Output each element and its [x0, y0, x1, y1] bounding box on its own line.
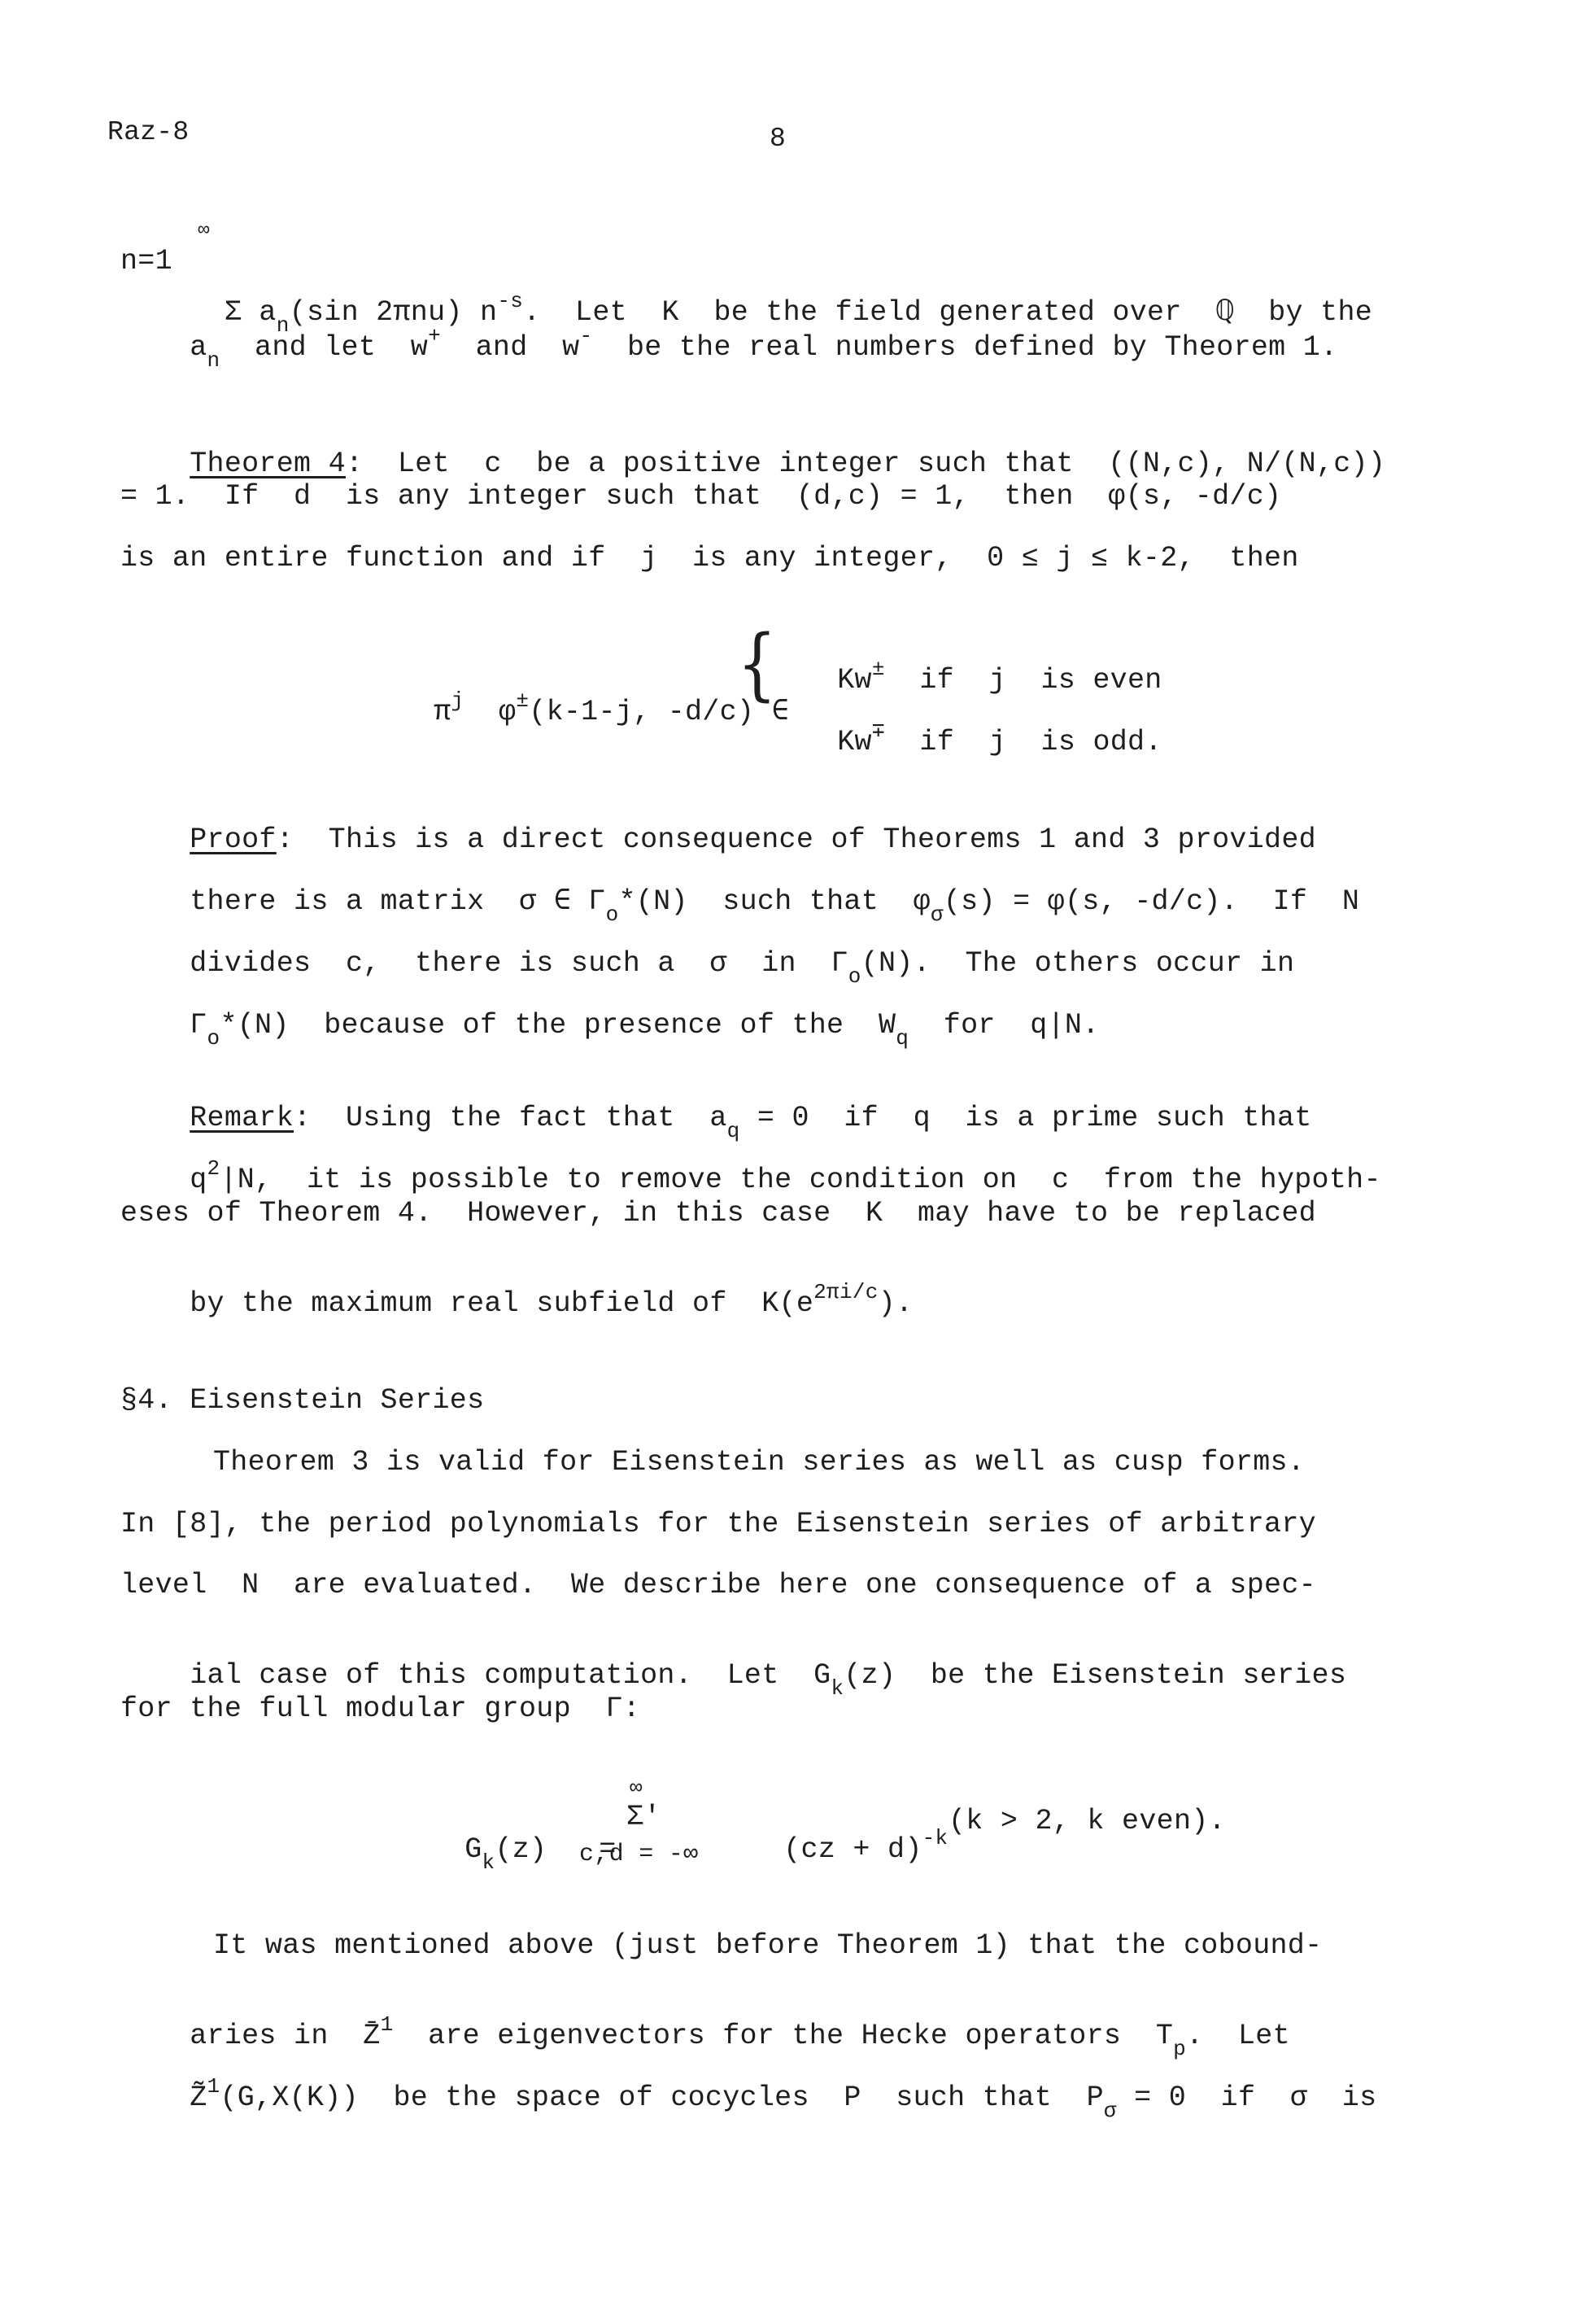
sigma-sub: σ	[1103, 2099, 1117, 2123]
text: (cz + d)	[783, 1833, 922, 1866]
text: there is a matrix σ ∈ Γ	[190, 885, 606, 918]
kw: Kw	[837, 726, 872, 758]
text: ).	[878, 1287, 914, 1320]
text: Γ	[190, 1009, 207, 1042]
a-subscript: n	[207, 348, 220, 373]
text: by the maximum real subfield of K(e	[190, 1287, 814, 1320]
text: = 0 if q is a prime such that	[739, 1102, 1312, 1134]
text: . Let	[1186, 2020, 1290, 2052]
proof-line-4	[120, 983, 1100, 1068]
one-sup: 1	[380, 2012, 394, 2037]
k-sub: k	[482, 1850, 495, 1875]
sum-symbol: Σ'	[626, 1801, 661, 1833]
running-head: Raz-8	[107, 117, 190, 147]
o-sub: o	[207, 1026, 220, 1051]
text: be the real numbers defined by Theorem 1.	[592, 331, 1338, 364]
proof-label: Proof	[190, 823, 277, 856]
text: and w	[441, 331, 580, 364]
sign-sup: ∓	[871, 719, 885, 743]
theorem-4-formula	[364, 670, 789, 755]
text: : Using the fact that a	[294, 1102, 727, 1134]
text: = 0 if σ is	[1116, 2082, 1377, 2114]
page-number: 8	[770, 124, 787, 154]
exponent-sup: -k	[922, 1826, 949, 1850]
minus-sup: -	[579, 324, 593, 348]
q-sub: q	[726, 1119, 740, 1143]
sum-symbol: Σ a	[224, 296, 277, 329]
text: |N, it is possible to remove the condition on c from the hypoth-	[220, 1164, 1381, 1196]
text: (s) = φ(s, -d/c). If N	[943, 885, 1360, 918]
square-sup: 2	[207, 1156, 220, 1181]
eisenstein-term	[714, 1807, 948, 1893]
eisenstein-condition: (k > 2, k even).	[949, 1805, 1226, 1837]
condition: if j is even	[919, 664, 1162, 697]
text: and let w	[220, 331, 429, 364]
exponent-sup: 2πi/c	[813, 1280, 879, 1304]
text: Z̃	[190, 2082, 207, 2114]
section-paragraph-line-1: Theorem 3 is valid for Eisenstein series as well as cusp forms.	[213, 1446, 1306, 1479]
a-symbol: a	[190, 331, 207, 364]
remark-line-3: eses of Theorem 4. However, in this case K may have to be replaced	[120, 1197, 1316, 1230]
final-paragraph-line-3	[120, 2055, 1376, 2141]
phi: φ	[499, 696, 517, 728]
phi-argument: (k-1-j, -d/c) ∈	[529, 696, 789, 728]
text: : Let c be a positive integer such that ((N,c), N/(N,c))	[345, 448, 1386, 480]
text: : This is a direct consequence of Theorems 1 and 3 provided	[276, 823, 1316, 856]
text: (G,X(K)) be the space of cocycles P such that P	[220, 2082, 1104, 2114]
section-heading: §4. Eisenstein Series	[120, 1384, 485, 1417]
text: for q|N.	[909, 1009, 1100, 1042]
case-odd	[768, 700, 1162, 785]
definition-line	[120, 305, 1337, 391]
text: (z) =	[495, 1833, 617, 1866]
pi: π	[434, 696, 451, 728]
theorem-4-line-3: is an entire function and if j is any integer, 0 ≤ j ≤ k-2, then	[120, 542, 1299, 574]
text: *(N) because of the presence of the W	[220, 1009, 896, 1042]
o-sub: o	[605, 902, 619, 927]
left-brace: {	[737, 618, 777, 710]
o-sub: o	[848, 964, 861, 989]
sum-lower-limit: c,d = -∞	[579, 1841, 699, 1868]
pm-sup: ±	[516, 688, 530, 713]
one-sup: 1	[207, 2074, 220, 2099]
section-paragraph-line-3: level N are evaluated. We describe here one consequence of a spec-	[120, 1569, 1316, 1601]
section-paragraph-line-5: for the full modular group Γ:	[120, 1693, 641, 1725]
theorem-4-label: Theorem 4	[190, 448, 346, 480]
q-sub: q	[896, 1026, 909, 1051]
kw: Kw	[837, 664, 872, 697]
remark-label: Remark	[190, 1102, 294, 1134]
p-sub: p	[1173, 2037, 1187, 2061]
theorem-4-line-2: = 1. If d is any integer such that (d,c) = 1, then φ(s, -d/c)	[120, 480, 1282, 513]
plus-sup: +	[428, 324, 441, 348]
text: (z) be the Eisenstein series	[844, 1659, 1347, 1692]
final-paragraph-line-1: It was mentioned above (just before Theorem 1) that the cobound-	[213, 1929, 1323, 1962]
condition: if j is odd.	[919, 726, 1162, 758]
sigma-sub: σ	[930, 902, 944, 927]
text: *(N) such that φ	[618, 885, 931, 918]
series-term: (sin 2πnu) n	[289, 296, 498, 329]
text: ial case of this computation. Let G	[190, 1659, 831, 1692]
text: q	[190, 1164, 207, 1196]
text: divides c, there is such a σ in Γ	[190, 947, 848, 980]
a-subscript: n	[276, 313, 290, 338]
exponent: -s	[497, 289, 524, 313]
remark-line-4	[120, 1261, 913, 1347]
series-text: . Let K be the field generated over ℚ by the	[523, 296, 1373, 329]
sum-lower-limit: n=1	[120, 245, 172, 277]
text: aries in Z̄	[190, 2020, 381, 2052]
k-sub: k	[831, 1676, 844, 1701]
text: (N). The others occur in	[861, 947, 1295, 980]
sign-sup: ±	[871, 657, 885, 681]
j-sup: j	[451, 688, 464, 713]
infinity-upper: ∞	[198, 220, 210, 242]
sum-upper-limit: ∞	[630, 1776, 643, 1800]
g: G	[464, 1833, 482, 1866]
text: are eigenvectors for the Hecke operators T	[393, 2020, 1174, 2052]
section-paragraph-line-2: In [8], the period polynomials for the Eisenstein series of arbitrary	[120, 1508, 1316, 1540]
